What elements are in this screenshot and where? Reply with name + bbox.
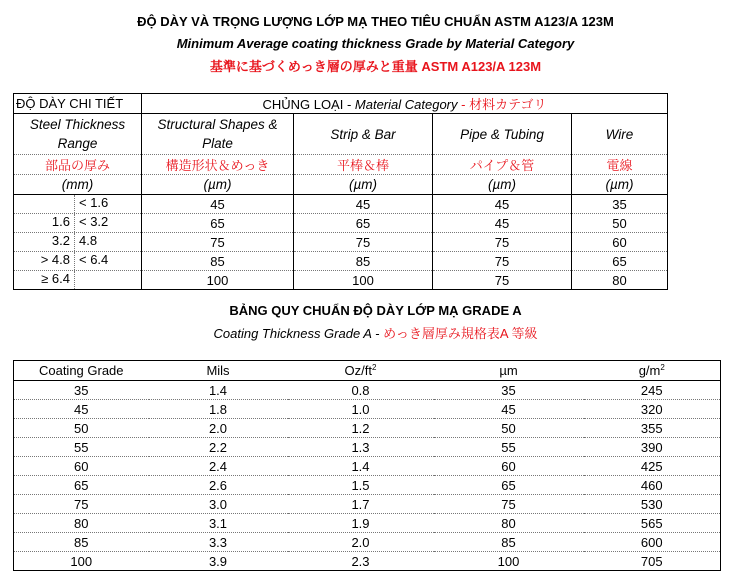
table-row: ≥ 6.4 100 100 75 80 bbox=[14, 271, 668, 290]
table-row: 55 2.2 1.3 55 390 bbox=[14, 438, 721, 457]
coating-by-category-table bbox=[13, 93, 668, 290]
table-row: 50 2.0 1.2 50 355 bbox=[14, 419, 721, 438]
col-header-structural: Structural Shapes & Plate bbox=[142, 114, 294, 155]
section2-title-vietnamese: BẢNG QUY CHUẨN ĐỘ DÀY LỚP MẠ GRADE A bbox=[229, 303, 522, 318]
col-header-um: µm bbox=[434, 361, 584, 381]
header-row bbox=[14, 361, 721, 381]
table-row: 100 3.9 2.3 100 705 bbox=[14, 552, 721, 571]
range-header-jp: 部品の厚み bbox=[14, 155, 142, 175]
table-row: 80 3.1 1.9 80 565 bbox=[14, 514, 721, 533]
table-row: 3.2 4.8 75 75 75 60 bbox=[14, 233, 668, 252]
unit-wire: (µm) bbox=[572, 175, 668, 195]
section2-subtitle: Coating Thickness Grade A - めっき層厚み規格表A 等級 bbox=[213, 326, 538, 341]
col-header-pipe: Pipe & Tubing bbox=[433, 114, 572, 155]
thickness-detail-label: ĐỘ DÀY CHI TIẾT bbox=[14, 94, 142, 114]
col-header-oz: $Oz/ft^2$ bbox=[288, 361, 434, 381]
col-header-strip: Strip & Bar bbox=[294, 114, 433, 155]
col-header-strip-jp: 平棒＆棒 bbox=[294, 155, 433, 175]
table-row: 75 3.0 1.7 75 530 bbox=[14, 495, 721, 514]
unit-structural: (µm) bbox=[142, 175, 294, 195]
table-row: < 1.6 45 45 45 35 bbox=[14, 195, 668, 214]
col-header-pipe-jp: パイプ＆管 bbox=[433, 155, 572, 175]
title-vietnamese: ĐỘ DÀY VÀ TRỌNG LƯỢNG LỚP MẠ THEO TIÊU CHUẨN ASTM A123/A 123M bbox=[137, 14, 614, 29]
grade-a-table bbox=[13, 360, 721, 571]
table-row: 1.6 < 3.2 65 65 45 50 bbox=[14, 214, 668, 233]
table-row: > 4.8 < 6.4 85 85 75 65 bbox=[14, 252, 668, 271]
table-row: 65 2.6 1.5 65 460 bbox=[14, 476, 721, 495]
unit-strip: (µm) bbox=[294, 175, 433, 195]
table-row: 45 1.8 1.0 45 320 bbox=[14, 400, 721, 419]
col-header-coating-grade: Coating Grade bbox=[14, 361, 149, 381]
col-header-structural-jp: 構造形状＆めっき bbox=[142, 155, 294, 175]
unit-pipe: (µm) bbox=[433, 175, 572, 195]
title-english: Minimum Average coating thickness Grade by Material Category bbox=[176, 36, 575, 51]
col-header-wire: Wire bbox=[572, 114, 668, 155]
table-row: 35 1.4 0.8 35 245 bbox=[14, 381, 721, 400]
col-header-mils: Mils bbox=[149, 361, 288, 381]
col-header-gm: $g/m^2$ bbox=[584, 361, 721, 381]
range-header: Steel Thickness Range bbox=[14, 114, 142, 155]
col-header-wire-jp: 電線 bbox=[572, 155, 668, 175]
range-unit: (mm) bbox=[14, 175, 142, 195]
material-category-header: CHỦNG LOẠI - Material Category - 材料カテゴリ bbox=[142, 94, 668, 114]
table-row: 60 2.4 1.4 60 425 bbox=[14, 457, 721, 476]
table-row: 85 3.3 2.0 85 600 bbox=[14, 533, 721, 552]
title-japanese: 基準に基づくめっき層の厚みと重量 ASTM A123/A 123M bbox=[209, 59, 542, 74]
